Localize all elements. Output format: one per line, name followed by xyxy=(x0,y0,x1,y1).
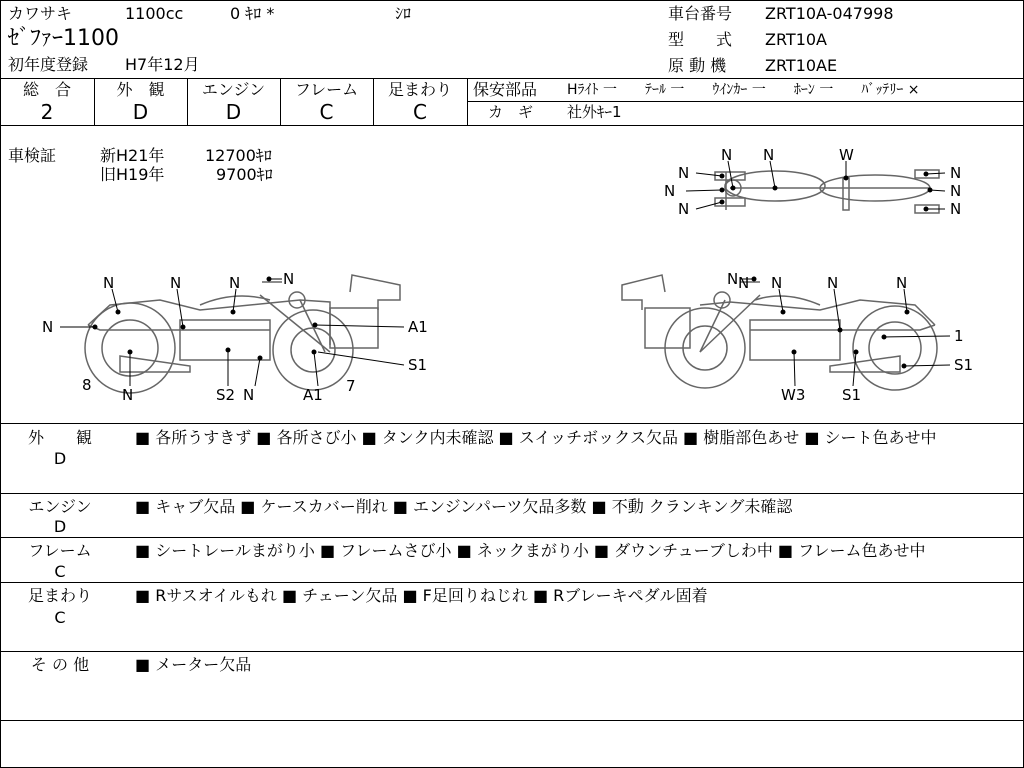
notes-divider xyxy=(0,651,1024,652)
right-mark: N xyxy=(738,274,750,292)
grade-divider xyxy=(467,78,468,126)
left-mark: S2 xyxy=(216,386,236,404)
inspection-old-value: 9700ｷﾛ xyxy=(216,165,273,184)
note-label-suspension: 足まわり xyxy=(27,586,92,605)
grade-top-line xyxy=(0,78,1024,79)
grade-header-exterior: 外 観 xyxy=(116,80,165,99)
note-label-exterior: 外 観 xyxy=(27,428,92,447)
grade-header-overall: 総 合 xyxy=(22,80,71,99)
note-text-other: ■ メーター欠品 xyxy=(135,655,252,674)
left-mark: N xyxy=(42,318,54,336)
left-mark: N xyxy=(283,270,295,288)
inspection-old-label: 旧H19年 xyxy=(100,165,165,184)
model-label: 型 式 xyxy=(668,30,733,49)
grade-value-exterior: D xyxy=(132,100,149,124)
model-name: ｾﾞﾌｧｰ1100 xyxy=(8,26,119,51)
note-text-suspension: ■ Rサスオイルもれ ■ チェーン欠品 ■ F足回りねじれ ■ Rブレーキペダル固着 xyxy=(135,586,708,605)
left-mark: N xyxy=(122,386,134,404)
left-mark: A1 xyxy=(408,318,428,336)
inspection-new-value: 12700ｷﾛ xyxy=(205,146,272,165)
note-grade-frame: C xyxy=(54,562,66,581)
top-mark: W xyxy=(839,146,854,164)
right-mark: S1 xyxy=(954,356,974,374)
right-mark: N xyxy=(827,274,839,292)
notes-divider xyxy=(0,493,1024,494)
safety-mid-line xyxy=(467,101,1024,102)
note-label-other: そ の 他 xyxy=(30,655,90,674)
note-text-frame: ■ シートレールまがり小 ■ フレームさび小 ■ ネックまがり小 ■ ダウンチューブしわ中 ■ フレーム色あせ中 xyxy=(135,541,926,560)
right-mark: N xyxy=(771,274,783,292)
safety-items: Hﾗｲﾄ 一 ﾃｰﾙ 一 ｳｲﾝｶｰ 一 ﾎｰﾝ 一 ﾊﾞｯﾃﾘｰ × xyxy=(567,82,920,98)
grade-header-frame: フレーム xyxy=(294,80,359,99)
maker: カワサキ xyxy=(8,4,73,23)
notes-top-line xyxy=(0,423,1024,424)
engine-value: ZRT10AE xyxy=(765,56,838,75)
top-mark: N xyxy=(950,182,962,200)
displacement: 1100cc xyxy=(125,4,184,23)
mileage: 0 ｷﾛ * xyxy=(230,4,275,23)
first-reg-value: H7年12月 xyxy=(125,55,200,74)
damage-diagram xyxy=(0,126,1024,424)
left-mark: N xyxy=(103,274,115,292)
note-label-engine: エンジン xyxy=(28,497,92,516)
top-mark: N xyxy=(664,182,676,200)
left-side-bike xyxy=(85,275,400,393)
grade-header-engine: エンジン xyxy=(201,80,266,99)
left-mark: 8 xyxy=(82,376,92,394)
key-label: カ ギ xyxy=(488,103,534,121)
frame-no-label: 車台番号 xyxy=(668,4,733,23)
note-text-exterior: ■ 各所うすきず ■ 各所さび小 ■ タンク内未確認 ■ スイッチボックス欠品 ■ 樹脂部色あせ ■ シート色あせ中 xyxy=(135,428,937,447)
right-mark: N xyxy=(896,274,908,292)
top-mark: N xyxy=(678,200,690,218)
notes-divider xyxy=(0,720,1024,721)
inspection-new-label: 新H21年 xyxy=(100,146,165,165)
left-mark: S1 xyxy=(408,356,428,374)
top-view-bike xyxy=(715,170,939,213)
left-mark: 7 xyxy=(346,377,356,395)
top-mark: N xyxy=(763,146,775,164)
note-grade-engine: D xyxy=(53,517,67,536)
top-mark: N xyxy=(721,146,733,164)
engine-label: 原 動 機 xyxy=(668,56,727,75)
right-mark: 1 xyxy=(954,327,964,345)
notes-divider xyxy=(0,582,1024,583)
grade-value-frame: C xyxy=(319,100,334,124)
note-grade-suspension: C xyxy=(54,608,66,627)
right-mark: W3 xyxy=(781,386,806,404)
notes-divider xyxy=(0,537,1024,538)
left-mark: A1 xyxy=(303,386,323,404)
frame-no-value: ZRT10A-047998 xyxy=(765,4,894,23)
note-label-frame: フレーム xyxy=(28,541,92,560)
top-mark: N xyxy=(950,164,962,182)
left-mark: N xyxy=(243,386,255,404)
first-reg-label: 初年度登録 xyxy=(8,55,89,74)
safety-label: 保安部品 xyxy=(473,80,538,99)
grade-value-overall: 2 xyxy=(40,100,54,124)
color: ｼﾛ xyxy=(395,4,412,23)
key-value: 社外ｷｰ1 xyxy=(567,103,622,121)
note-text-engine: ■ キャブ欠品 ■ ケースカバー削れ ■ エンジンパーツ欠品多数 ■ 不動 クランキング未確認 xyxy=(135,497,793,516)
grade-value-engine: D xyxy=(225,100,242,124)
right-mark: N xyxy=(727,270,739,288)
inspection-label: 車検証 xyxy=(8,146,57,165)
top-mark: N xyxy=(950,200,962,218)
left-mark: N xyxy=(170,274,182,292)
grade-header-suspension: 足まわり xyxy=(387,80,452,99)
right-mark: S1 xyxy=(842,386,862,404)
model-value: ZRT10A xyxy=(765,30,827,49)
note-grade-exterior: D xyxy=(53,449,67,468)
left-mark: N xyxy=(229,274,241,292)
top-mark: N xyxy=(678,164,690,182)
grade-value-suspension: C xyxy=(413,100,427,124)
